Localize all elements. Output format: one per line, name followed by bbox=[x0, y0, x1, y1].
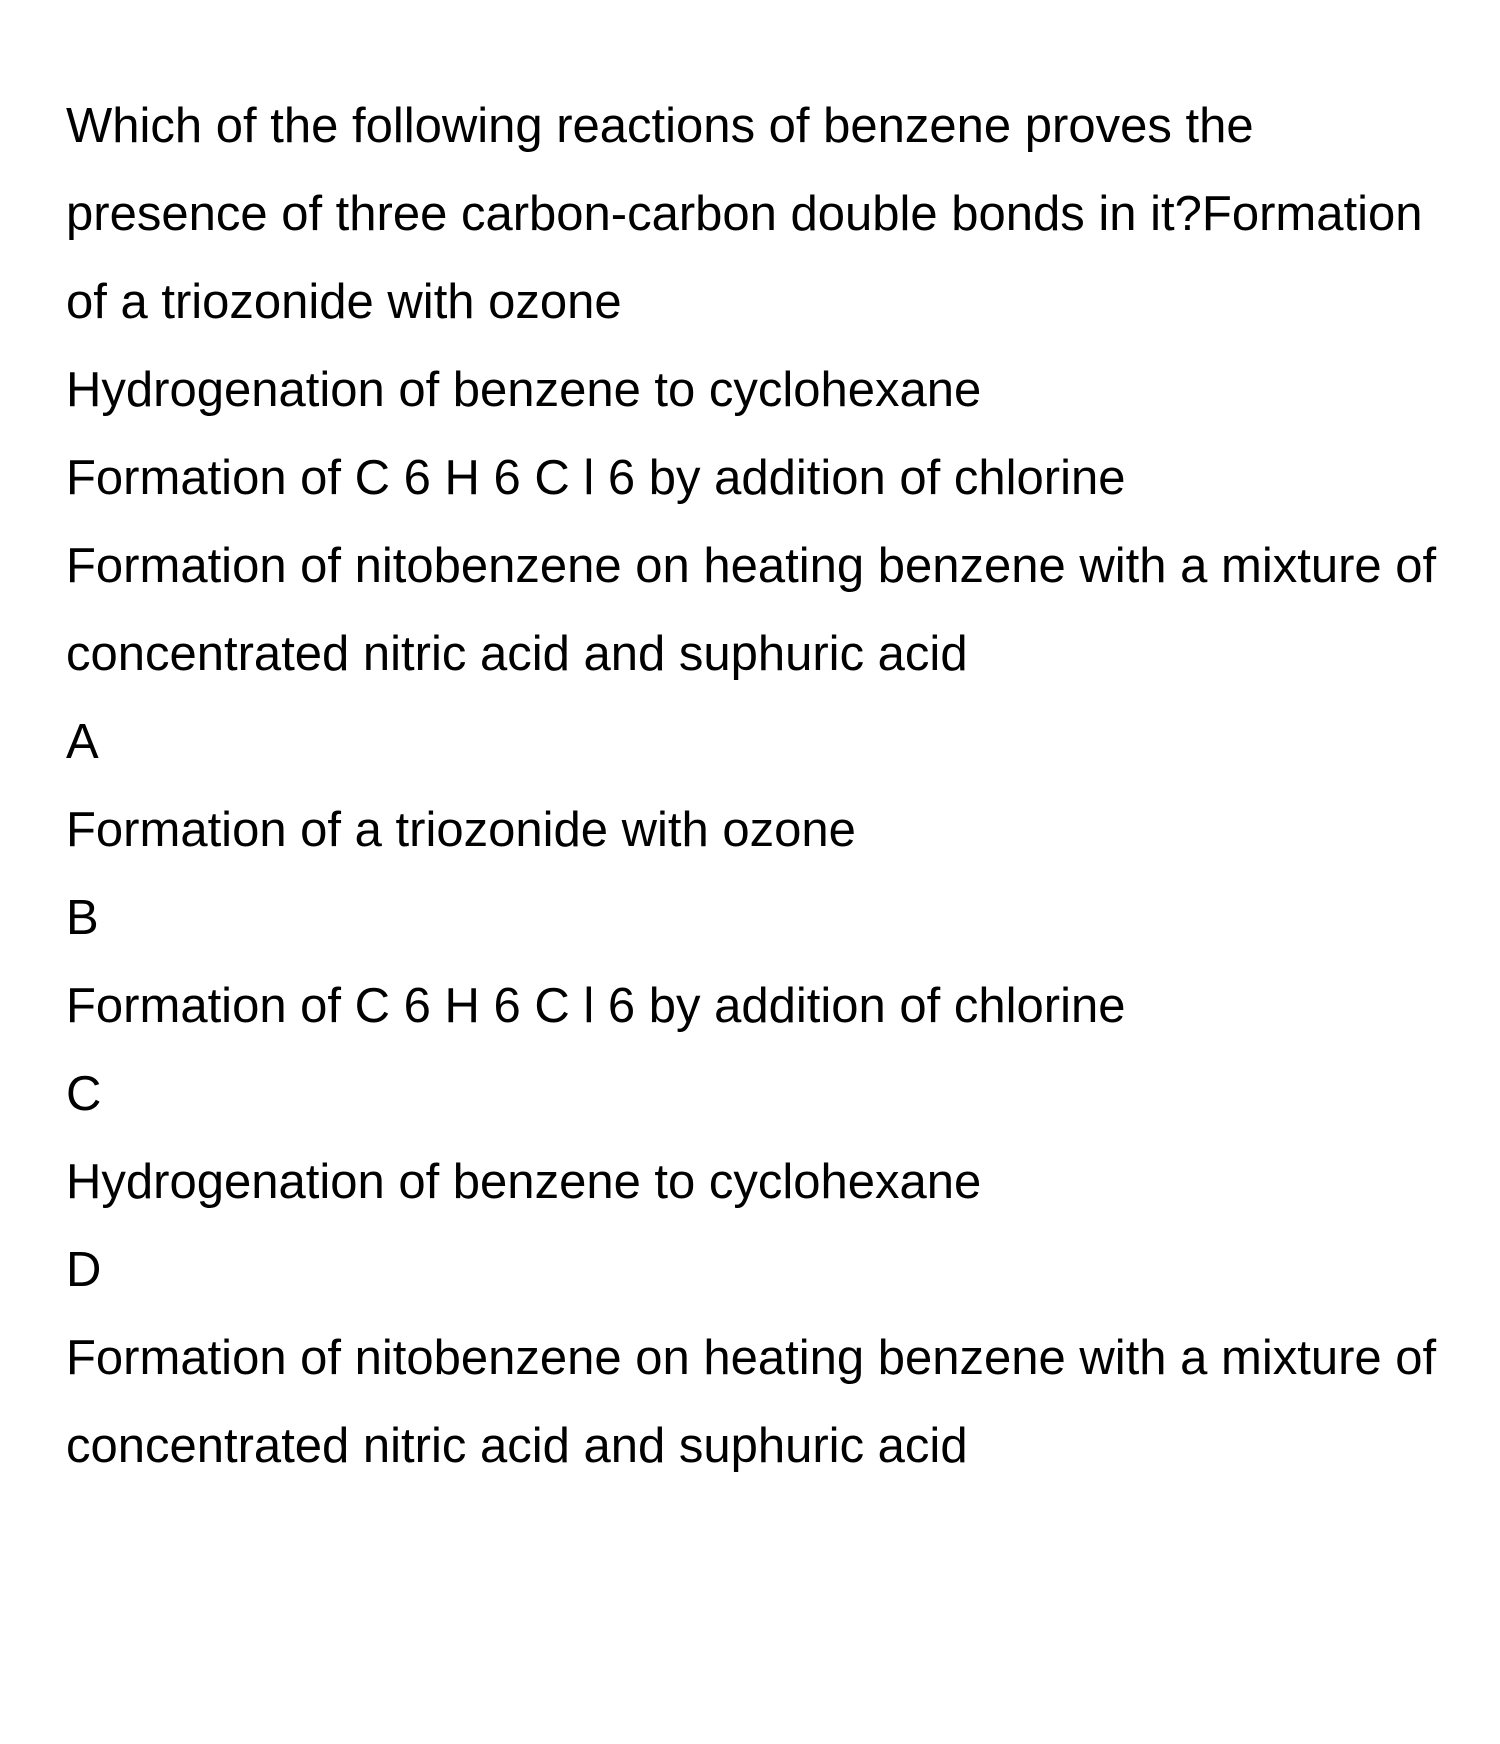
option-a[interactable] bbox=[66, 698, 1440, 874]
option-d[interactable] bbox=[66, 1226, 1440, 1490]
option-label: D bbox=[66, 1243, 102, 1297]
option-c[interactable] bbox=[66, 1050, 1440, 1226]
question-text: Which of the following reactions of benzene proves the presence of three carbon-carbon double bonds in it?Formation of a triozonide with ozone Hydrogenation of benzene to cyclohexane Formation of C 6 H 6 C l 6 by addition of chlorine Formation of nitobenzene on heating benzene with a mixture of concentrated nitric acid and suphuric acid bbox=[66, 99, 1437, 681]
option-label: A bbox=[66, 715, 99, 769]
option-text: Formation of C 6 H 6 C l 6 by addition of chlorine bbox=[66, 979, 1126, 1033]
option-label: C bbox=[66, 1067, 102, 1121]
option-text: Formation of nitobenzene on heating benzene with a mixture of concentrated nitric acid and suphuric acid bbox=[66, 1331, 1437, 1473]
option-label: B bbox=[66, 891, 99, 945]
option-text: Hydrogenation of benzene to cyclohexane bbox=[66, 1155, 982, 1209]
option-b[interactable] bbox=[66, 874, 1440, 1050]
option-text: Formation of a triozonide with ozone bbox=[66, 803, 856, 857]
